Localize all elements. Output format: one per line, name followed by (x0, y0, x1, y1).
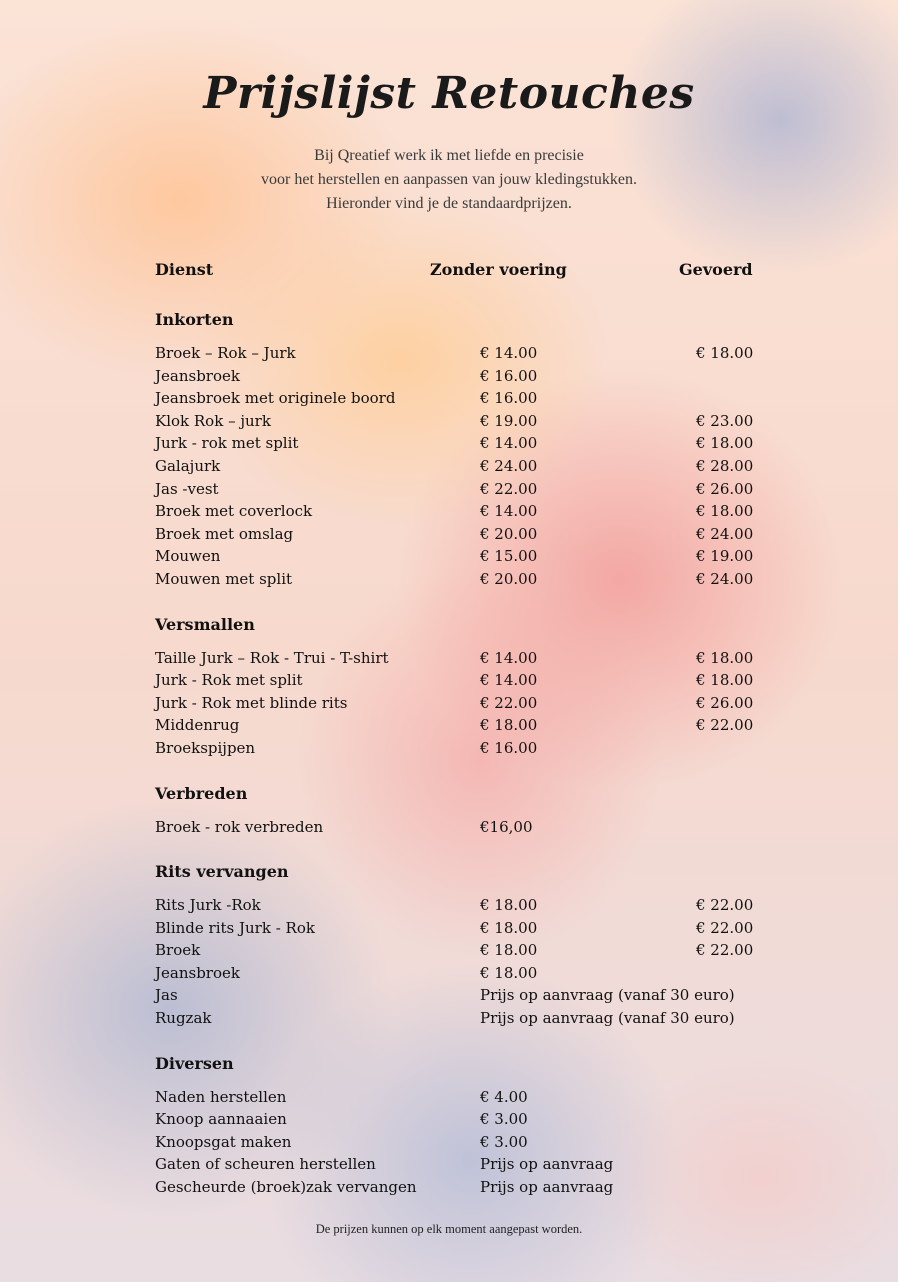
price-unlined: € 18.00 (480, 941, 538, 960)
price-row (155, 984, 775, 1007)
price-unlined: € 3.00 (480, 1132, 528, 1151)
price-row (155, 387, 775, 410)
price-unlined: € 15.00 (480, 547, 538, 566)
price-row (155, 894, 775, 917)
price-lined: € 18.00 (696, 502, 754, 521)
column-header-dienst: Dienst (155, 260, 214, 279)
price-lined: € 19.00 (696, 547, 754, 566)
price-unlined: € 14.00 (480, 648, 538, 667)
price-unlined: € 22.00 (480, 479, 538, 498)
service-name: Gaten of scheuren herstellen (155, 1155, 376, 1174)
price-unlined: € 20.00 (480, 524, 538, 543)
service-name: Broek – Rok – Jurk (155, 344, 296, 362)
price-row (155, 939, 775, 962)
price-unlined: € 18.00 (480, 716, 538, 735)
page-title: Prijslijst Retouches (203, 68, 695, 119)
price-unlined: Prijs op aanvraag (vanaf 30 euro) (480, 986, 735, 1005)
service-name: Jeansbroek met originele boord (155, 389, 396, 408)
price-row (155, 1007, 775, 1030)
intro-line: Hieronder vind je de standaardprijzen. (326, 195, 572, 212)
service-name: Rits Jurk -Rok (155, 896, 261, 915)
price-row (155, 1108, 775, 1131)
price-unlined: € 16.00 (480, 389, 538, 408)
footer-note: De prijzen kunnen op elk moment aangepast worden. (315, 1222, 583, 1236)
price-row (155, 455, 775, 478)
service-name: Taille Jurk – Rok - Trui - T-shirt (155, 648, 389, 667)
price-row (155, 568, 775, 591)
price-lined: € 24.00 (696, 524, 754, 543)
price-sections (155, 308, 775, 1199)
service-name: Klok Rok – jurk (155, 411, 271, 430)
price-unlined: €16,00 (480, 817, 533, 836)
intro-line: voor het herstellen en aanpassen van jouw kledingstukken. (261, 171, 637, 188)
service-name: Blinde rits Jurk - Rok (155, 918, 315, 937)
service-name: Jurk - Rok met split (155, 671, 303, 690)
intro-line: Bij Qreatief werk ik met liefde en precisie (314, 147, 584, 164)
column-header-zonder-voering: Zonder voering (430, 260, 567, 279)
price-row (155, 500, 775, 523)
service-name: Broek met coverlock (155, 502, 313, 521)
price-table (155, 260, 775, 1199)
service-name: Mouwen (155, 547, 221, 566)
price-row (155, 962, 775, 985)
price-unlined: € 16.00 (480, 366, 538, 385)
service-name: Jeansbroek (155, 963, 240, 982)
price-unlined: € 19.00 (480, 411, 538, 430)
service-name: Naden herstellen (155, 1087, 287, 1106)
price-row (155, 342, 775, 365)
table-header (155, 260, 775, 286)
price-row (155, 410, 775, 433)
price-row (155, 917, 775, 940)
section-title: Rits vervangen (155, 862, 289, 882)
price-row (155, 816, 775, 839)
price-lined: € 22.00 (696, 941, 754, 960)
price-row (155, 478, 775, 501)
price-row (155, 1176, 775, 1199)
price-unlined: € 18.00 (480, 918, 538, 937)
price-lined: € 22.00 (696, 918, 754, 937)
service-name: Rugzak (155, 1009, 212, 1028)
service-name: Knoop aannaaien (155, 1110, 287, 1129)
service-name: Middenrug (155, 716, 240, 735)
price-lined: € 26.00 (696, 479, 754, 498)
price-row (155, 669, 775, 692)
price-unlined: € 18.00 (480, 896, 538, 915)
service-name: Broek (155, 941, 201, 960)
service-name: Broek - rok verbreden (155, 817, 324, 836)
price-lined: € 18.00 (696, 344, 754, 362)
price-unlined: Prijs op aanvraag (vanaf 30 euro) (480, 1009, 735, 1028)
price-lined: € 22.00 (696, 896, 754, 915)
price-row (155, 545, 775, 568)
service-name: Galajurk (155, 456, 221, 475)
service-name: Jas -vest (155, 479, 219, 498)
price-lined: € 18.00 (696, 648, 754, 667)
service-name: Knoopsgat maken (155, 1132, 292, 1151)
price-unlined: € 4.00 (480, 1087, 528, 1106)
price-row (155, 737, 775, 760)
price-unlined: € 14.00 (480, 502, 538, 521)
price-unlined: Prijs op aanvraag (480, 1178, 614, 1197)
section-title: Inkorten (155, 310, 234, 329)
price-unlined: € 14.00 (480, 344, 538, 362)
price-row (155, 365, 775, 388)
price-unlined: € 20.00 (480, 569, 538, 588)
section-title: Diversen (155, 1053, 234, 1073)
price-row (155, 432, 775, 455)
price-lined: € 22.00 (696, 716, 754, 735)
price-unlined: € 3.00 (480, 1110, 528, 1129)
service-name: Mouwen met split (155, 569, 293, 588)
service-name: Broekspijpen (155, 738, 256, 757)
section-title: Verbreden (155, 783, 248, 803)
price-lined: € 23.00 (696, 411, 754, 430)
price-unlined: Prijs op aanvraag (480, 1155, 614, 1174)
service-name: Broek met omslag (155, 524, 294, 543)
price-lined: € 18.00 (696, 671, 754, 690)
price-lined: € 24.00 (696, 569, 754, 588)
price-lined: € 28.00 (696, 456, 754, 475)
price-unlined: € 14.00 (480, 671, 538, 690)
price-row (155, 523, 775, 546)
price-unlined: € 16.00 (480, 738, 538, 757)
price-row (155, 1086, 775, 1109)
price-lined: € 26.00 (696, 693, 754, 712)
price-unlined: € 18.00 (480, 963, 538, 982)
price-row (155, 714, 775, 737)
service-name: Jeansbroek (155, 366, 240, 385)
service-name: Gescheurde (broek)zak vervangen (155, 1178, 417, 1197)
price-row (155, 692, 775, 715)
price-lined: € 18.00 (696, 434, 754, 453)
price-unlined: € 14.00 (480, 434, 538, 453)
section-title: Versmallen (155, 614, 255, 634)
service-name: Jas (155, 986, 178, 1005)
intro-text (0, 144, 898, 216)
price-unlined: € 22.00 (480, 693, 538, 712)
service-name: Jurk - rok met split (155, 434, 299, 453)
price-row (155, 647, 775, 670)
column-header-gevoerd: Gevoerd (679, 260, 753, 279)
price-row (155, 1153, 775, 1176)
service-name: Jurk - Rok met blinde rits (155, 693, 348, 712)
price-unlined: € 24.00 (480, 456, 538, 475)
price-row (155, 1131, 775, 1154)
